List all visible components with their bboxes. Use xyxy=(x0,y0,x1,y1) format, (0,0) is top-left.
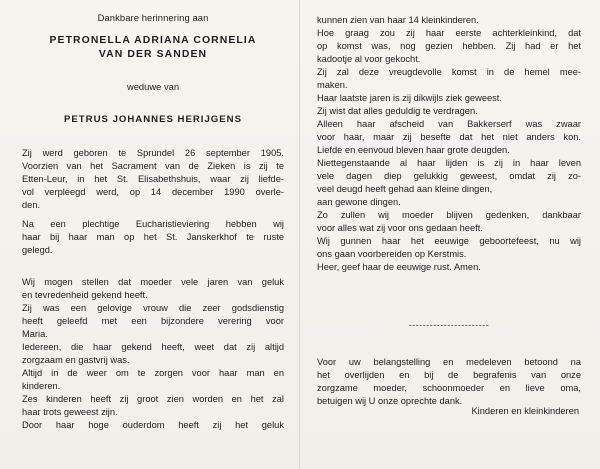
text-line: betuigen wij U onze oprechte dank. xyxy=(317,396,463,406)
text-line: maken. xyxy=(317,80,348,90)
text-line: het overlijden en bij de begrafenis van onze xyxy=(317,370,581,380)
text-line: Zij was een gelovige vrouw die zeer godsdienstig xyxy=(22,303,284,313)
text-line: gelegd. xyxy=(22,245,53,255)
text-line: Voor uw belangstelling en medeleven betoond na xyxy=(317,357,581,367)
text-line: op komst was, nog gezien hebben. Zij had er het xyxy=(317,41,581,51)
text-line: Na een plechtige Eucharistieviering hebben wij xyxy=(22,219,284,229)
text-line: Zes kinderen heeft zij groot zien worden en het zal xyxy=(22,394,284,404)
text-line: kinderen. xyxy=(22,381,61,391)
text-line: den. xyxy=(22,200,41,210)
text-line: Etten-Leur, in het St. Elisabethshuis, waar zij liefde- xyxy=(22,174,284,184)
paragraph-thanks xyxy=(317,356,581,408)
text-line: kunnen zien van haar 14 kleinkinderen. xyxy=(317,15,479,25)
right-panel xyxy=(317,0,581,469)
text-line: haar bij haar man op het St. Janskerkhof te ruste xyxy=(22,232,284,242)
section-divider: ----------------------- xyxy=(408,320,490,330)
deceased-name-line1: PETRONELLA ADRIANA CORNELIA xyxy=(49,35,257,46)
text-line: vol verpleegd werd, op 14 december 1990 overle- xyxy=(22,187,284,197)
paragraph-family-faith xyxy=(317,14,581,274)
text-line: veel deugd heeft gehad aan kleine dingen, xyxy=(317,184,493,194)
card-fold-line xyxy=(299,0,300,469)
text-line: en tevredenheid gekend heeft. xyxy=(22,290,148,300)
text-line: Niettegenstaande al haar lijden is zij in haar leven xyxy=(317,158,581,168)
text-line: Wij mogen stellen dat moeder vele jaren van geluk xyxy=(22,277,284,287)
intro-text: Dankbare herinnering aan xyxy=(97,12,209,23)
text-line: kadootje al voor gekocht. xyxy=(317,54,421,64)
text-line: Liefde en eenvoud bleven haar grote deugden. xyxy=(317,145,510,155)
paragraph-burial xyxy=(22,218,284,257)
husband-name: PETRUS JOHANNES HERIJGENS xyxy=(64,114,242,125)
text-line: Heer, geef haar de eeuwige rust. Amen. xyxy=(317,262,481,272)
text-line: Zij zal deze vreugdevolle komst in de hemel mee- xyxy=(317,67,581,77)
text-line: haar trots geweest zijn. xyxy=(22,407,118,417)
text-line: Zij wist dat alles geduldig te verdragen. xyxy=(317,106,478,116)
text-line: Zo zullen wij moeder blijven gedenken, dankbaar xyxy=(317,210,581,220)
widow-label: weduwe van xyxy=(126,81,180,92)
text-line: Voorzien van het Sacrament van de Zieken is zij te xyxy=(22,161,284,171)
text-line: vele dagen diep gelukkig geweest, omdat zij zo- xyxy=(317,171,581,181)
deceased-name-line2: VAN DER SANDEN xyxy=(98,49,208,60)
text-line: Hoe graag zou zij haar eerste achterkleinkind, dat xyxy=(317,28,581,38)
text-line: voor alles wat zij voor ons gedaan heeft. xyxy=(317,223,483,233)
left-panel xyxy=(22,0,284,469)
text-line: Haar laatste jaren is zij dikwijls ziek geweest. xyxy=(317,93,502,103)
text-line: zorgzaam en gastvrij was. xyxy=(22,355,130,365)
text-line: Altijd in de weer om te zorgen voor haar man en xyxy=(22,368,284,378)
text-line: Iedereen, die haar gekend heeft, weet dat zij altijd xyxy=(22,342,284,352)
text-line: aan gewone dingen. xyxy=(317,197,401,207)
text-line: Alleen haar afscheid van Bakkerserf was zwaar xyxy=(317,119,581,129)
text-line: Door haar hoge ouderdom heeft zij het geluk xyxy=(22,420,284,430)
text-line: heeft geleefd met een bijzondere verering voor xyxy=(22,316,284,326)
paragraph-birth-death xyxy=(22,147,284,212)
paragraph-life xyxy=(22,276,284,432)
text-line: Zij werd geboren te Sprundel 26 september 1905. xyxy=(22,148,284,158)
text-line: Wij gunnen haar het eeuwige geboortefeest, nu wij xyxy=(317,236,581,246)
signature: Kinderen en kleinkinderen xyxy=(471,406,579,416)
text-line: ons gaan voorbereiden op Kerstmis. xyxy=(317,249,467,259)
text-line: voor haar, maar zij besefte dat het niet anders kon. xyxy=(317,132,581,142)
text-line: zorgzame moeder, schoonmoeder en lieve oma, xyxy=(317,383,581,393)
text-line: Maria. xyxy=(22,329,48,339)
